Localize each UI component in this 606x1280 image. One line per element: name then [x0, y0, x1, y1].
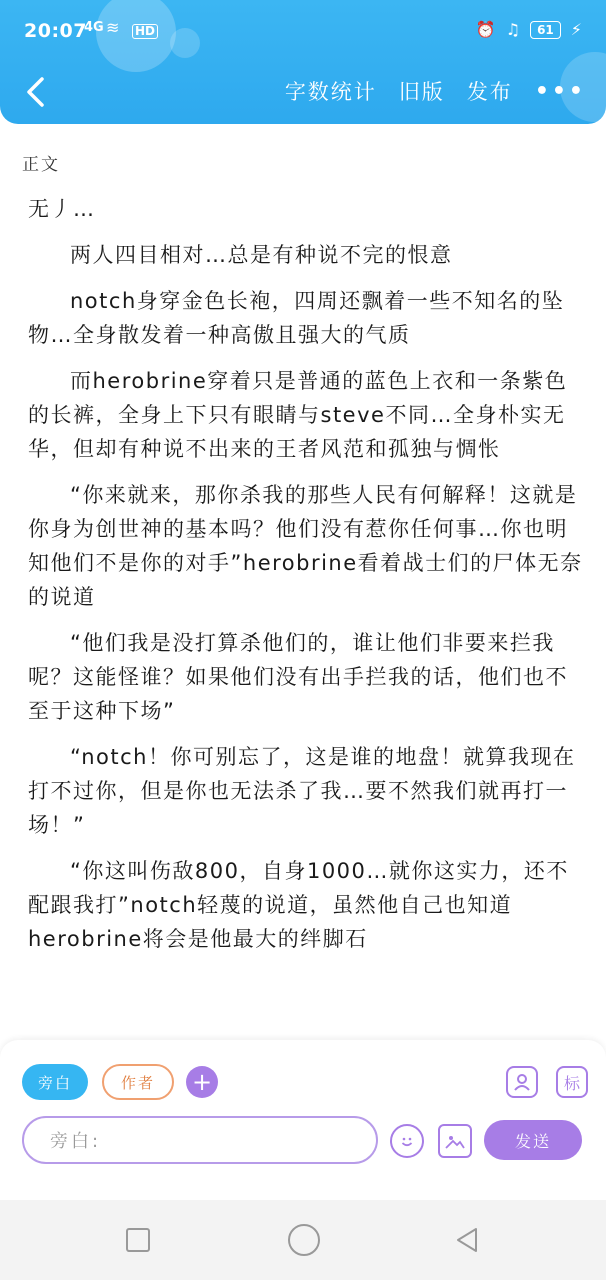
person-icon: [512, 1072, 532, 1092]
tag-icon: 标: [563, 1073, 580, 1093]
toolbar-actions: [285, 76, 586, 106]
chevron-left-icon: [24, 76, 46, 108]
word-count-button[interactable]: 字数统计: [284, 80, 377, 104]
paragraph: “他们我是没打算杀他们的，谁让他们非要来拦我呢？这能怪谁？如果他们没有出手拦我的话，他们也不至于这种下场”: [28, 631, 568, 723]
back-button[interactable]: [20, 74, 50, 110]
section-label: 正文: [22, 155, 60, 175]
battery-level: 61: [537, 22, 554, 37]
plus-icon: +: [191, 1068, 213, 1096]
signal-icon: [84, 20, 104, 35]
paragraph: 而herobrine穿着只是普通的蓝色上衣和一条紫色的长裤，全身上下只有眼睛与steve不同…全身朴实无华，但却有种说不出来的王者风范和孤独与惆怅: [28, 369, 568, 461]
status-time: 20:07: [24, 20, 87, 42]
tag-button[interactable]: [556, 1066, 588, 1098]
send-button[interactable]: 发送: [484, 1120, 582, 1160]
charging-icon: ⚡: [570, 20, 582, 39]
wifi-icon: ≋: [106, 18, 120, 37]
paragraph: 无丿…: [28, 197, 96, 221]
headphones-icon: ♫: [505, 20, 521, 39]
paragraph: notch身穿金色长袍，四周还飘着一些不知名的坠物…全身散发着一种高傲且强大的气质: [28, 289, 565, 347]
paragraph: 两人四目相对…总是有种说不完的恨意: [70, 243, 453, 267]
narrator-chip[interactable]: 旁白: [22, 1064, 88, 1100]
story-content[interactable]: [28, 192, 584, 968]
add-role-button[interactable]: [186, 1066, 218, 1098]
image-icon: [444, 1132, 466, 1150]
author-chip[interactable]: 作者: [102, 1064, 174, 1100]
paragraph: “你来就来，那你杀我的那些人民有何解释！这就是你身为创世神的基本吗？他们没有惹你任何事…你也明知他们不是你的对手”herobrine看着战士们的尸体无奈的说道: [28, 483, 583, 609]
nav-back-icon[interactable]: [454, 1226, 482, 1254]
old-version-button[interactable]: 旧版: [398, 80, 445, 104]
alarm-icon: ⏰: [475, 20, 496, 39]
message-input[interactable]: [22, 1116, 378, 1164]
status-right: [476, 20, 582, 39]
battery-icon: [530, 21, 561, 39]
home-icon[interactable]: [288, 1224, 320, 1256]
network-label: 4G: [84, 20, 104, 35]
image-button[interactable]: [438, 1124, 472, 1158]
more-icon[interactable]: •••: [534, 78, 586, 104]
system-nav-bar: [0, 1200, 606, 1280]
emoji-button[interactable]: [390, 1124, 424, 1158]
character-button[interactable]: [506, 1066, 538, 1098]
composer-panel: [0, 1040, 606, 1200]
publish-button[interactable]: 发布: [466, 80, 513, 104]
app-header: [0, 0, 606, 124]
recent-apps-icon[interactable]: [126, 1228, 150, 1252]
hd-badge: HD: [132, 24, 158, 39]
paragraph: “你这叫伤敌800，自身1000…就你这实力，还不配跟我打”notch轻蔑的说道，虽然他自己也知道herobrine将会是他最大的绊脚石: [28, 859, 569, 951]
message-placeholder: 旁白:: [50, 1131, 102, 1152]
toolbar: [0, 62, 606, 122]
status-bar: [0, 0, 606, 60]
smile-icon: [397, 1131, 417, 1151]
paragraph: “notch！你可别忘了，这是谁的地盘！就算我现在打不过你，但是你也无法杀了我…要不然我们就再打一场！”: [28, 745, 576, 837]
